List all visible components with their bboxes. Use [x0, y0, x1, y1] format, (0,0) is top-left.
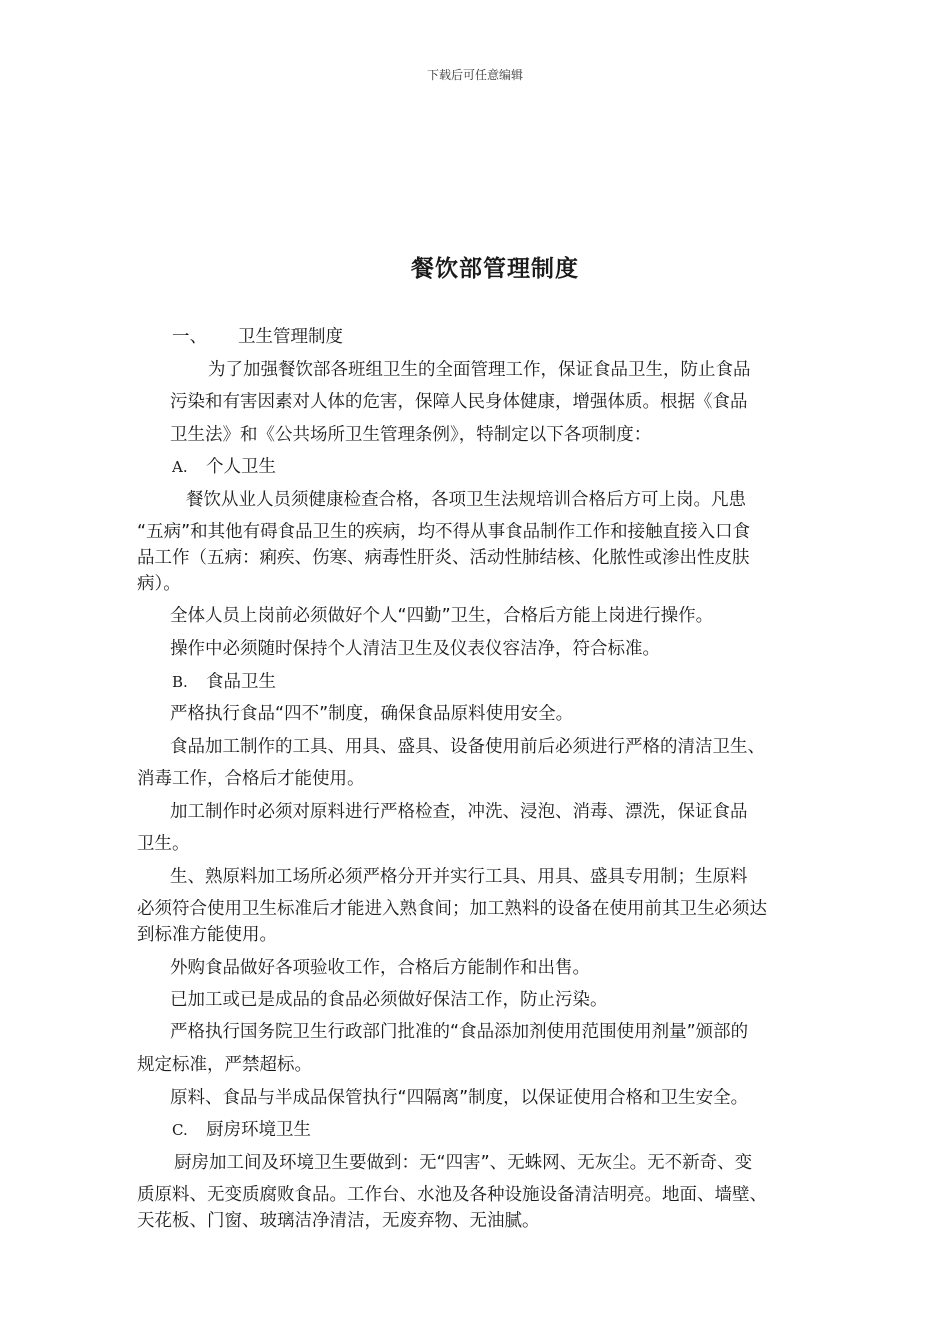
kitchen-para-1-line-1: 厨房加工间及环境卫生要做到：无“四害”、无蛛网、无灰尘。无不新奇、变 — [174, 1153, 753, 1173]
personal-para-3: 操作中必须随时保持个人清洁卫生及仪表仪容洁净，符合标准。 — [170, 639, 660, 659]
subsection-letter: B. — [172, 673, 188, 691]
food-para-4-line-2: 必须符合使用卫生标准后才能进入熟食间；加工熟料的设备在使用前其卫生必须达 — [137, 899, 767, 919]
subsection-heading-food — [172, 671, 276, 693]
kitchen-para-1-line-3: 天花板、门窗、玻璃洁净清洁，无废弃物、无油腻。 — [137, 1211, 540, 1231]
intro-line-2: 污染和有害因素对人体的危害，保障人民身体健康，增强体质。根据《食品 — [170, 392, 748, 412]
food-para-2-line-2: 消毒工作，合格后才能使用。 — [137, 769, 365, 789]
personal-para-1-line-2: “五病”和其他有碍食品卫生的疾病，均不得从事食品制作工作和接触直接入口食 — [137, 522, 751, 542]
food-para-3-line-2: 卫生。 — [137, 834, 190, 854]
food-para-4-line-3: 到标准方能使用。 — [137, 925, 277, 945]
subsection-letter: C. — [172, 1121, 188, 1139]
personal-para-1-line-4: 病）。 — [137, 574, 181, 594]
food-para-4-line-1: 生、熟原料加工场所必须严格分开并实行工具、用具、盛具专用制；生原料 — [170, 867, 748, 887]
subsection-letter: A. — [172, 458, 188, 476]
subsection-title: 个人卫生 — [206, 457, 276, 477]
food-para-6: 已加工或已是成品的食品必须做好保洁工作，防止污染。 — [170, 990, 608, 1010]
food-para-8: 原料、食品与半成品保管执行“四隔离”制度，以保证使用合格和卫生安全。 — [170, 1088, 749, 1108]
food-para-2-line-1: 食品加工制作的工具、用具、盛具、设备使用前后必须进行严格的清洁卫生、 — [170, 737, 765, 757]
food-para-3-line-1: 加工制作时必须对原料进行严格检查，冲洗、浸泡、消毒、漂洗，保证食品 — [170, 802, 748, 822]
section-heading-hygiene — [172, 326, 343, 348]
intro-line-1: 为了加强餐饮部各班组卫生的全面管理工作，保证食品卫生，防止食品 — [208, 360, 751, 380]
personal-para-1-line-1: 餐饮从业人员须健康检查合格，各项卫生法规培训合格后方可上岗。凡患 — [186, 490, 746, 510]
food-para-7-line-2: 规定标准，严禁超标。 — [137, 1055, 312, 1075]
food-para-5: 外购食品做好各项验收工作，合格后方能制作和出售。 — [170, 958, 590, 978]
subsection-title: 食品卫生 — [206, 672, 276, 692]
subsection-heading-kitchen — [172, 1119, 311, 1141]
section-title: 卫生管理制度 — [238, 327, 343, 347]
subsection-heading-personal — [172, 456, 276, 478]
food-para-1: 严格执行食品“四不”制度，确保食品原料使用安全。 — [170, 704, 574, 724]
page-header-note: 下载后可任意编辑 — [426, 68, 523, 82]
personal-para-2: 全体人员上岗前必须做好个人“四勤”卫生，合格后方能上岗进行操作。 — [170, 606, 714, 626]
section-number: 一、 — [172, 327, 207, 347]
food-para-7-line-1: 严格执行国务院卫生行政部门批准的“食品添加剂使用范围使用剂量”颁部的 — [170, 1022, 749, 1042]
document-title: 餐饮部管理制度 — [411, 256, 579, 282]
personal-para-1-line-3: 品工作（五病：痢疾、伤寒、病毒性肝炎、活动性肺结核、化脓性或渗出性皮肤 — [137, 548, 750, 568]
intro-line-3: 卫生法》和《公共场所卫生管理条例》，特制定以下各项制度： — [170, 425, 652, 445]
kitchen-para-1-line-2: 质原料、无变质腐败食品。工作台、水池及各种设施设备清洁明亮。地面、墙壁、 — [137, 1185, 767, 1205]
subsection-title: 厨房环境卫生 — [206, 1120, 311, 1140]
